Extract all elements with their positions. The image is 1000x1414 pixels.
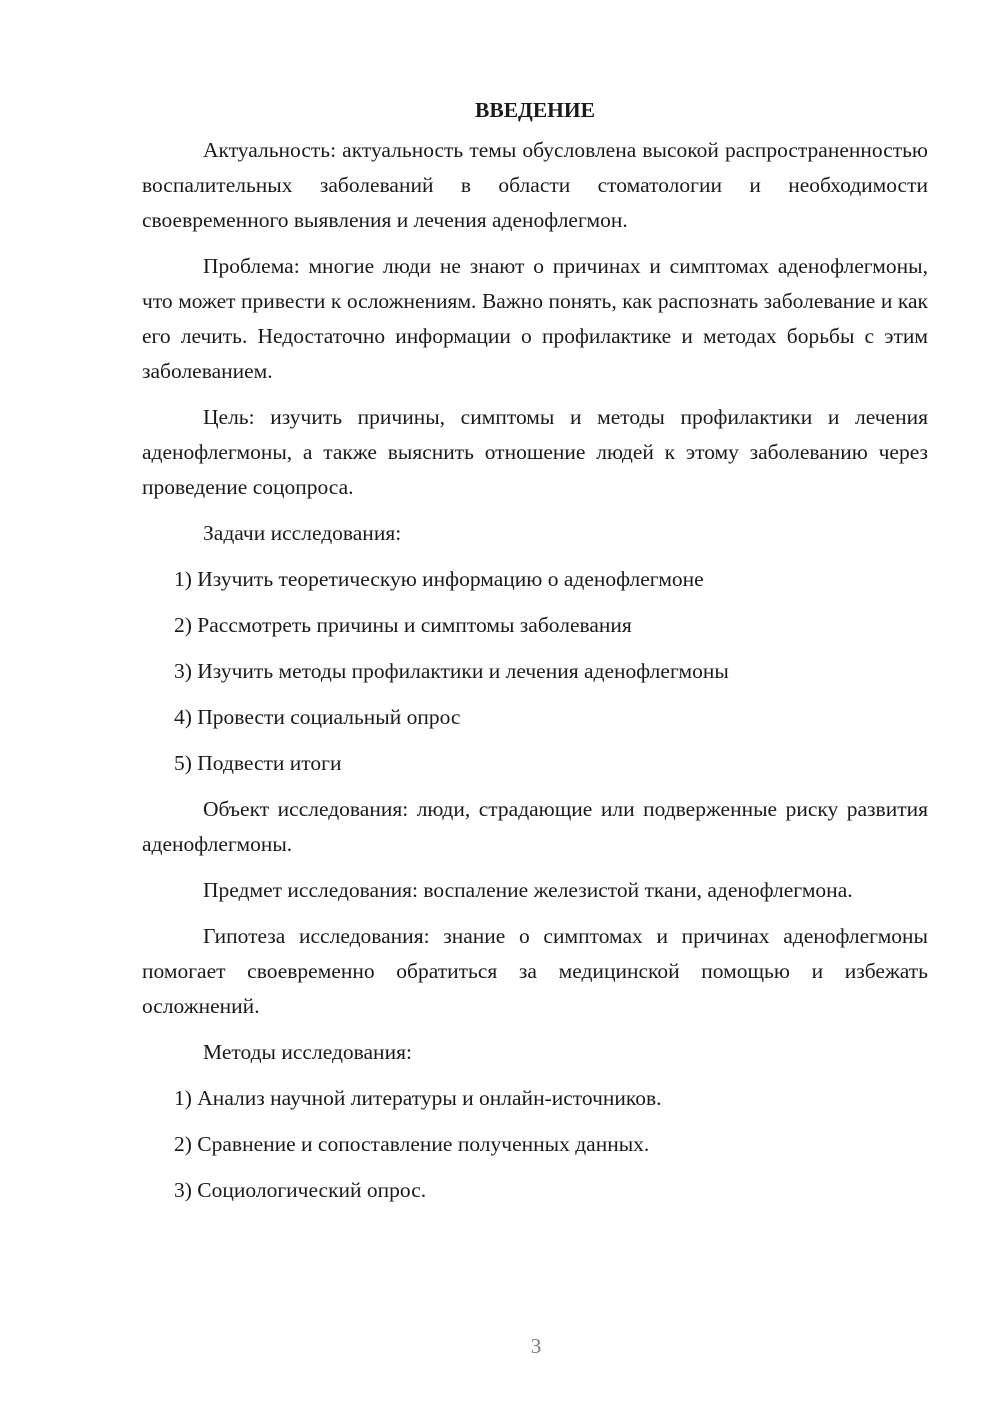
tasks-heading: Задачи исследования: (203, 521, 402, 545)
hypothesis-paragraph: Гипотеза исследования: знание о симптомах и причинах аденофлегмоны помогает своевременно обратиться за медицинской помощью и избежать осложнений. (142, 924, 928, 1018)
list-item: 1) Изучить теоретическую информацию о аденофлегмоне (174, 567, 704, 591)
list-item: 5) Подвести итоги (174, 751, 342, 775)
list-item: 3) Социологический опрос. (174, 1178, 427, 1202)
subject-paragraph: Предмет исследования: воспаление железистой ткани, аденофлегмона. (203, 878, 853, 902)
object-paragraph: Объект исследования: люди, страдающие или подверженные риску развития аденофлегмоны. (142, 797, 928, 856)
tasks-list (142, 562, 928, 781)
methods-list (142, 1081, 928, 1208)
problem-paragraph: Проблема: многие люди не знают о причинах и симптомах аденофлегмоны, что может привести к осложнениям. Важно понять, как распознать заболевание и как его лечить. Недостаточно информации о профилактике и методах борьбы с этим заболеванием. (142, 254, 928, 383)
page-title: ВВЕДЕНИЕ (475, 98, 595, 122)
methods-heading: Методы исследования: (203, 1040, 412, 1064)
goal-paragraph: Цель: изучить причины, симптомы и методы профилактики и лечения аденофлегмоны, а также выяснить отношение людей к этому заболеванию через проведение соцопроса. (142, 405, 928, 499)
document-page (142, 88, 928, 1219)
list-item: 2) Рассмотреть причины и симптомы заболевания (174, 613, 632, 637)
page-number: 3 (530, 1334, 542, 1358)
list-item: 2) Сравнение и сопоставление полученных данных. (174, 1132, 650, 1156)
list-item: 4) Провести социальный опрос (174, 705, 461, 729)
list-item: 3) Изучить методы профилактики и лечения аденофлегмоны (174, 659, 729, 683)
relevance-paragraph: Актуальность: актуальность темы обусловлена высокой распространенностью воспалительных заболеваний в области стоматологии и необходимости своевременного выявления и лечения аденофлегмон. (142, 138, 928, 232)
list-item: 1) Анализ научной литературы и онлайн-источников. (174, 1086, 662, 1110)
